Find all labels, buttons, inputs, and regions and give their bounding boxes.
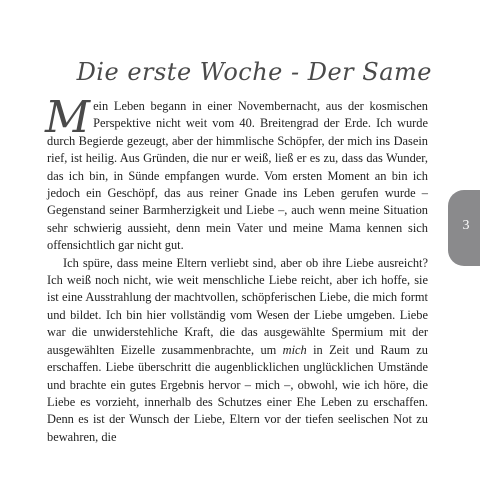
chapter-title: Die erste Woche - Der Same <box>76 58 432 86</box>
page-number: 3 <box>462 218 470 233</box>
paragraph-1 <box>45 92 428 255</box>
paragraph-2-text-after: in Zeit und Raum zu erschaffen. Liebe überschritt die augenblicklichen unglücklichen Umstände und brachte ein gutes Ergebnis hervor – mich –, obwohl, wie ich höre, die Liebe es vorzieht, innerhalb des Schutzes einer Ehe Leben zu erschaffen. Denn es ist der Wunsch der Liebe, Eltern vor der tiefen seelischen Not zu bewahren, die <box>47 342 428 444</box>
paragraph-2 <box>47 255 428 446</box>
paragraph-1-text: ein Leben begann in einer Novembernacht, aus der kosmischen Perspektive nicht weit vom 40. Breitengrad der Erde. Ich wurde durch Begierde gezeugt, aber der himmlische Schöpfer, der mich ins Dasein rief, ist heilig. Aus Gründen, die nur er weiß, ließ er es zu, dass das Wunder, das ich bin, in Sünde empfangen wurde. Vom ersten Moment an bin ich jedoch ein Geschöpf, das aus reiner Gnade ins Leben gerufen wurde – Gegenstand seiner Barmherzigkeit und Liebe –, auch wenn meine Situation sehr schwierig aussieht, denn mein Vater und meine Mama kennen sich offensichtlich gar nicht gut. <box>47 99 428 253</box>
paragraph-2-text-before: Ich spüre, dass meine Eltern verliebt sind, aber ob ihre Liebe ausreicht? Ich weiß noch nicht, wie weit menschliche Liebe reicht, aber ich hoffe, sie ist eine Ausstrahlung der machtvollen, schöpferischen Liebe, die mich formt und bildet. Ich bin hier vollständig vom Wesen der Liebe umgeben. Liebe war die unwiderstehliche Kraft, die das ausgewählte Spermium mit der ausgewählten Eizelle zusammenbrachte, um <box>47 255 428 357</box>
paragraph-2-emphasis: mich <box>282 342 307 357</box>
drop-cap: M <box>45 92 91 143</box>
body-text <box>45 92 428 446</box>
